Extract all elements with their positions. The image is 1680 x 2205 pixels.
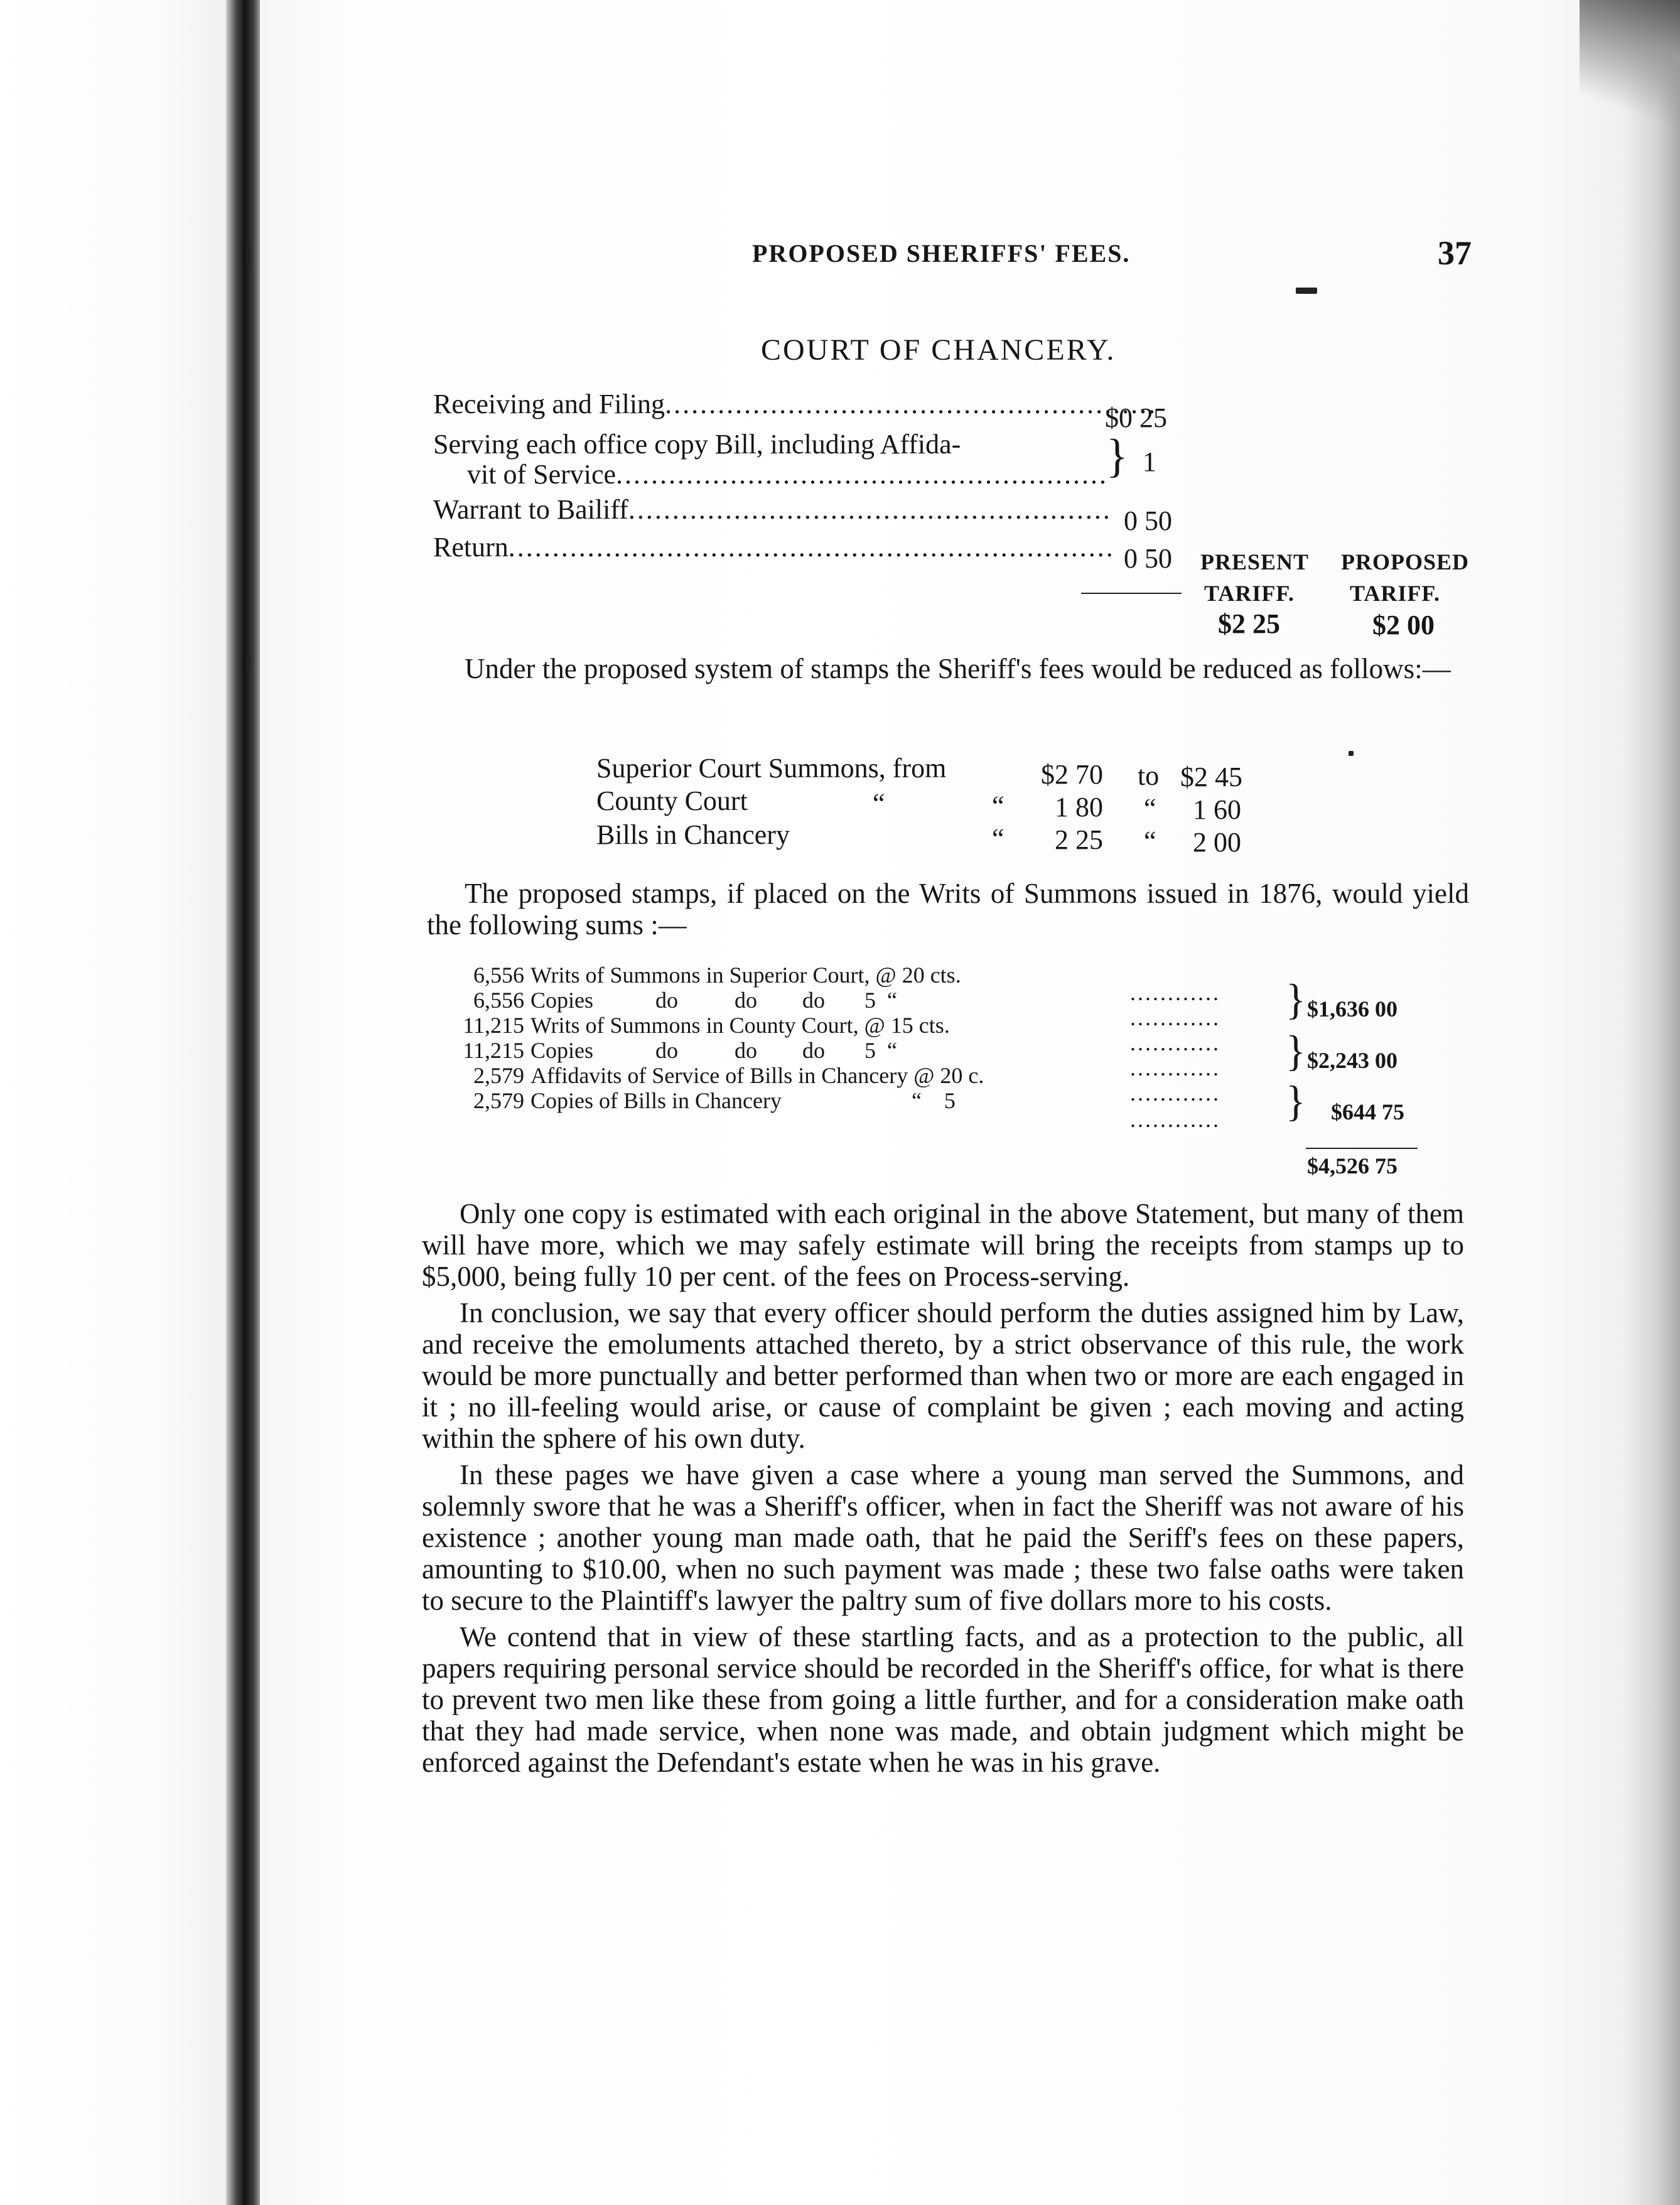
sum-rule [1081, 593, 1182, 594]
reduction-court: Superior Court Summons, from [596, 753, 947, 784]
present-tariff-total: $2 25 [1218, 608, 1280, 639]
book-gutter [226, 0, 260, 2205]
fee-label: vit of Service [467, 459, 617, 490]
stamp-description: Affidavits of Service of Bills in Chancery @ 20 c. [530, 1063, 984, 1088]
paragraph-text: The proposed stamps, if placed on the Writs of Summons issued in 1876, would yield the following sums :— [427, 878, 1469, 941]
page-number: 37 [1438, 234, 1472, 272]
leader-dots [665, 388, 1155, 420]
margin-mark [246, 657, 250, 671]
table-row [439, 1062, 1105, 1089]
paragraph-text: We contend that in view of these startling facts, and as a protection to the public, all papers requiring personal service should be recorded in the Sheriff's office, for what is there to prevent two men like these from going a little further, and for a consideration make oath that they had made service, when none was made, and obtain judgment which might be enforced against the Defendant's estate when he was in his grave. [422, 1621, 1464, 1778]
fee-label: Warrant to Bailiff [433, 494, 628, 525]
proposed-tariff-heading: TARIFF. [1350, 581, 1441, 606]
section-title: COURT OF CHANCERY. [761, 333, 1116, 367]
reduction-from: $2 70 [1041, 759, 1103, 790]
brace-mark: } [1106, 429, 1128, 482]
stamp-subtotal: $1,636 00 [1307, 996, 1397, 1022]
proposed-tariff-heading: PROPOSED [1341, 549, 1470, 574]
page-edge-shadow [1623, 0, 1680, 2205]
fee-amount: 0 50 [1124, 543, 1172, 574]
stamp-description: Copies do do do 5 “ [530, 988, 897, 1013]
facing-page [0, 0, 226, 2205]
stamp-count: 2,579 [473, 1088, 524, 1113]
paragraph-text: Under the proposed system of stamps the Sheriff's fees would be reduced as follows:— [465, 653, 1451, 684]
stamp-total: $4,526 75 [1307, 1153, 1397, 1178]
fee-item [433, 531, 1111, 563]
fee-item [467, 458, 1107, 490]
ditto-mark: “ [992, 790, 1004, 821]
stamp-description: Writs of Summons in Superior Court, @ 20 cts. [530, 962, 961, 988]
leader-dots: ............ [1130, 1005, 1220, 1030]
margin-mark [246, 245, 250, 266]
fee-item [433, 388, 1155, 420]
fee-amount: 1 [1143, 446, 1156, 477]
stamp-count: 11,215 [463, 1013, 524, 1038]
table-row [439, 962, 1105, 988]
fee-label: Receiving and Filing [433, 389, 665, 419]
sum-rule [1306, 1148, 1418, 1149]
table-row [439, 1087, 1105, 1114]
reduction-to: $2 45 [1180, 762, 1242, 792]
table-row [439, 1037, 1105, 1064]
stamp-count: 6,556 [473, 962, 524, 988]
paragraph-text: In conclusion, we say that every officer should perform the duties assigned him by Law, and receive the emoluments attached thereto, by a strict observance of this rule, the work would be more punctually and better performed than when two or more are each engaged in it ; no ill-feeling would arise, or cause of complaint be given ; each moving and acting within the sphere of his own duty. [422, 1297, 1464, 1454]
fee-amount: 0 50 [1124, 505, 1172, 536]
stamp-count: 2,579 [473, 1063, 524, 1088]
stamp-count: 6,556 [473, 988, 524, 1013]
fee-label: Serving each office copy Bill, including Affida- [433, 429, 961, 460]
leader-dots [616, 458, 1107, 490]
reduction-to: 2 00 [1193, 827, 1241, 858]
fee-item [433, 493, 1111, 526]
brace-mark: } [1286, 1027, 1306, 1076]
leader-dots [628, 493, 1111, 526]
stamp-description: Copies of Bills in Chancery “ 5 [530, 1088, 956, 1113]
ink-speck [1349, 751, 1354, 756]
reduction-word: to [1138, 760, 1160, 791]
reduction-to: 1 60 [1193, 794, 1241, 825]
stamp-subtotal: $644 75 [1331, 1099, 1404, 1124]
leader-dots: ............ [1130, 1081, 1220, 1106]
table-row [439, 1012, 1105, 1038]
paragraph-text: Only one copy is estimated with each original in the above Statement, but many of them will have more, which we may safely estimate will bring the receipts from stamps up to $5,000, being fully 10 per cent. of the fees on Process-serving. [422, 1198, 1464, 1292]
yield-intro [427, 878, 1469, 941]
ditto-mark: “ [873, 788, 885, 819]
reduction-from: 1 80 [1055, 792, 1103, 822]
leader-dots: ............ [1130, 1055, 1220, 1081]
page-corner-shadow [1580, 0, 1680, 151]
fee-label: Return [433, 532, 509, 563]
leader-dots [509, 531, 1111, 563]
running-title: PROPOSED SHERIFFS' FEES. [752, 239, 1131, 267]
reduction-intro [427, 653, 1469, 684]
stamp-description: Writs of Summons in County Court, @ 15 cts. [530, 1013, 950, 1038]
leader-dots: ............ [1130, 980, 1220, 1005]
leader-dots: ............ [1130, 1107, 1220, 1132]
reduction-word: “ [1144, 826, 1156, 856]
reduction-word: “ [1144, 793, 1156, 824]
reduction-court: County Court [596, 785, 748, 816]
stamp-subtotal: $2,243 00 [1307, 1048, 1397, 1073]
reduction-court: Bills in Chancery [596, 819, 790, 850]
ditto-mark: “ [992, 823, 1004, 854]
body-paragraphs [422, 1198, 1464, 1778]
present-tariff-heading: PRESENT [1200, 549, 1310, 574]
proposed-tariff-total: $2 00 [1372, 610, 1435, 640]
present-tariff-heading: TARIFF. [1204, 581, 1295, 606]
fee-item [433, 428, 1117, 460]
table-row [439, 987, 1105, 1013]
brace-mark: } [1286, 976, 1306, 1024]
brace-mark: } [1286, 1077, 1306, 1126]
paragraph-text: In these pages we have given a case where a young man served the Summons, and solemnly swore that he was a Sheriff's officer, when in fact the Sheriff was not aware of his existence ; another young man made oath, that he paid the Seriff's fees on these papers, amounting to $10.00, when no such payment was made ; these two false oaths were taken to secure to the Plaintiff's lawyer the paltry sum of five dollars more to his costs. [422, 1459, 1464, 1616]
stamp-description: Copies do do do 5 “ [530, 1038, 897, 1063]
reduction-from: 2 25 [1055, 824, 1103, 855]
leader-dots: ............ [1130, 1030, 1220, 1055]
stamp-count: 11,215 [463, 1038, 524, 1063]
fee-amount: $0 25 [1105, 402, 1167, 433]
ink-speck [1296, 288, 1317, 294]
